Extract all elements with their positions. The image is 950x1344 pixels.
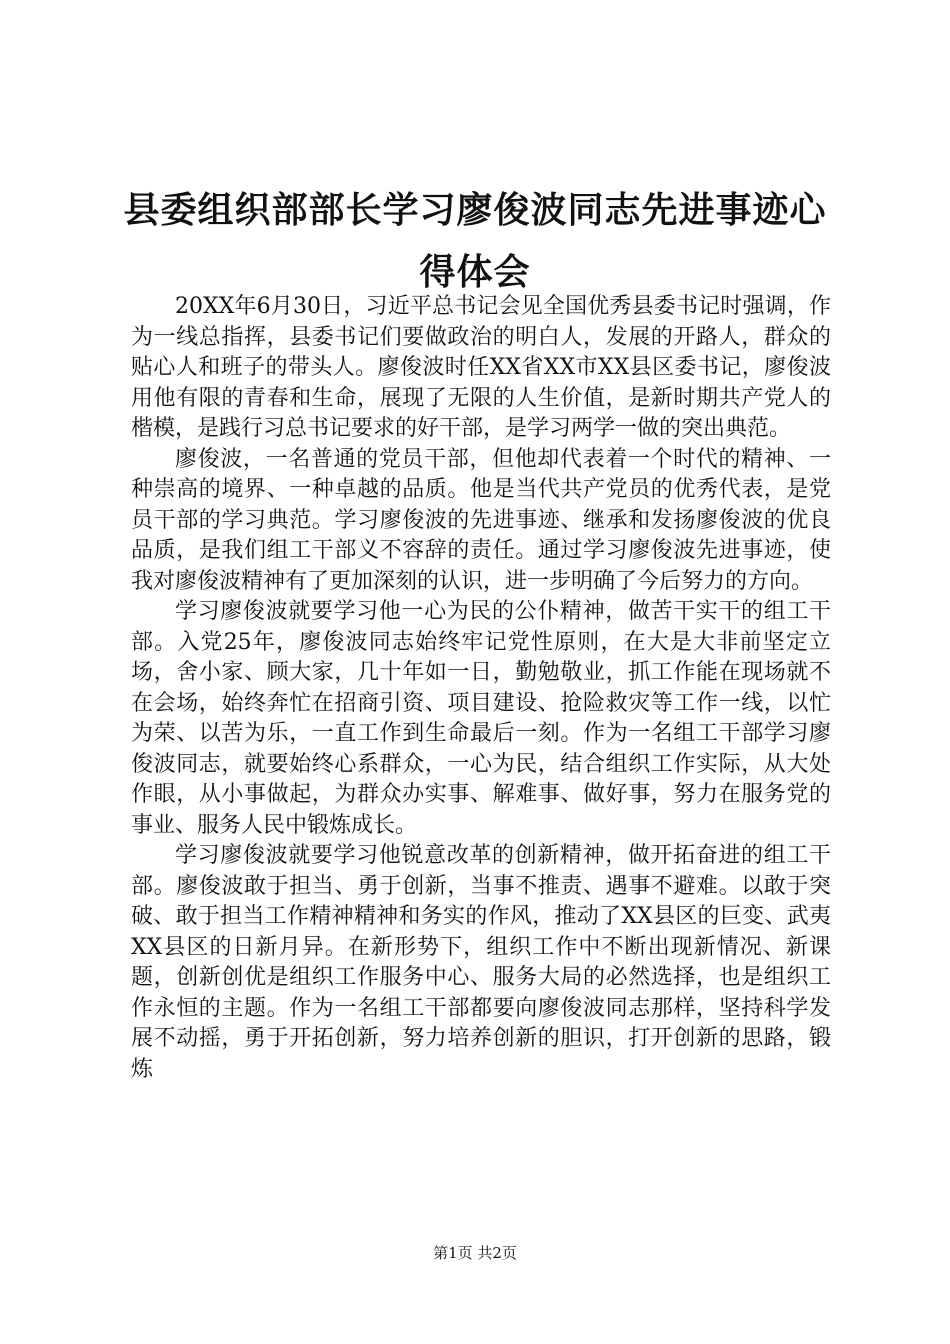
paragraph: 廖俊波，一名普通的党员干部，但他却代表着一个时代的精神、一种崇高的境界、一种卓越的品质。他是当代共产党员的优秀代表，是党员干部的学习典范。学习廖俊波的先进事迹、继承和发扬廖俊波的优良品质，是我们组工干部义不容辞的责任。通过学习廖俊波先进事迹，使我对廖俊波精神有了更加深刻的认识，进一步明确了今后努力的方向。 bbox=[131, 446, 831, 594]
paragraph: 20XX年6月30日，习近平总书记会见全国优秀县委书记时强调，作为一线总指挥，县委书记们要做政治的明白人，发展的开路人，群众的贴心人和班子的带头人。廖俊波时任XX省XX市XX县区委书记，廖俊波用他有限的青春和生命，展现了无限的人生价值，是新时期共产党人的楷模，是践行习总书记要求的好干部，是学习两学一做的突出典范。 bbox=[131, 294, 831, 441]
document-body bbox=[131, 292, 831, 1085]
paragraph: 学习廖俊波就要学习他一心为民的公仆精神，做苦干实干的组工干部。入党25年，廖俊波同志始终牢记党性原则，在大是大非前坚定立场，舍小家、顾大家，几十年如一日，勤勉敬业，抓工作能在现场就不在会场，始终奔忙在招商引资、项目建设、抢险救灾等工作一线，以忙为荣、以苦为乐，一直工作到生命最后一刻。作为一名组工干部学习廖俊波同志，就要始终心系群众，一心为民，结合组织工作实际，从大处作眼，从小事做起，为群众办实事、解难事、做好事，努力在服务党的事业、服务人民中锻炼成长。 bbox=[131, 599, 831, 838]
page-footer: 第1页 共2页 bbox=[433, 1244, 517, 1262]
paragraph: 学习廖俊波就要学习他锐意改革的创新精神，做开拓奋进的组工干部。廖俊波敢于担当、勇于创新，当事不推责、遇事不避难。以敢于突破、敢于担当工作精神精神和务实的作风，推动了XX县区的巨变、武夷XX县区的日新月异。在新形势下，组织工作中不断出现新情况、新课题，创新创优是组织工作服务中心、服务大局的必然选择，也是组织工作永恒的主题。作为一名组工干部都要向廖俊波同志那样，坚持科学发展不动摇，勇于开拓创新，努力培养创新的胆识，打开创新的思路，锻炼 bbox=[131, 843, 831, 1082]
document-title: 县委组织部部长学习廖俊波同志先进事迹心得体会 bbox=[123, 190, 827, 293]
